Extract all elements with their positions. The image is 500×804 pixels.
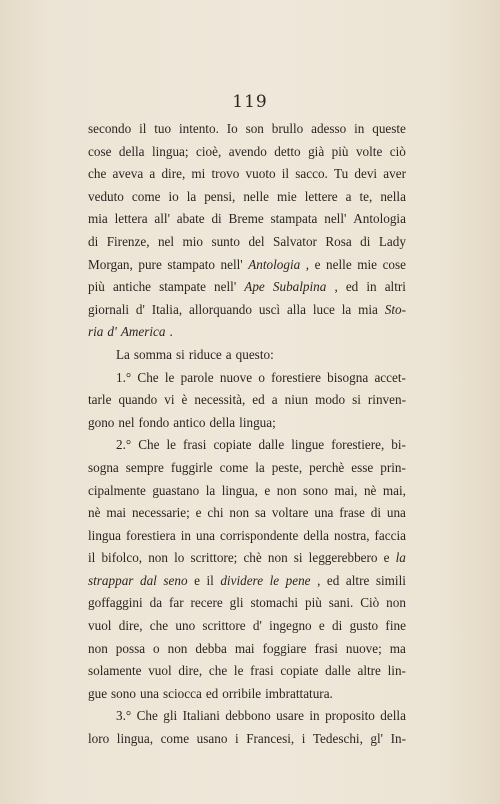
text-line: che aveva a dire, mi trovo vuoto il sacco. Tu devi aver xyxy=(88,166,406,182)
text-line: cose della lingua; cioè, avendo detto già più volte ciò xyxy=(88,143,406,159)
text-line: lingua forestiera in una corrispondente della nostra, faccia xyxy=(88,527,406,543)
text-line: più antiche stampate nell' Ape Subalpina , ed in altri xyxy=(88,279,406,295)
text-line: strappar dal seno e il dividere le pene , ed altre simili xyxy=(88,572,406,588)
text-line: secondo il tuo intento. Io son brullo adesso in queste xyxy=(88,121,406,136)
text-line: sogna sempre fuggirle come la peste, perchè esse prin- xyxy=(88,459,406,475)
text-line: loro lingua, come usano i Francesi, i Tedeschi, gl' In- xyxy=(88,731,406,747)
text-line: 1.° Che le parole nuove o forestiere bisogna accet- xyxy=(116,369,406,385)
text-line: giornali d' Italia, allorquando uscì alla luce la mia Sto- xyxy=(88,301,406,317)
text-line: 2.° Che le frasi copiate dalle lingue forestiere, bi- xyxy=(116,437,406,453)
text-line: tarle quando vi è necessità, ed a niun modo si rinven- xyxy=(88,392,406,408)
text-line: gono nel fondo antico della lingua; xyxy=(88,414,276,430)
text-line: 3.° Che gli Italiani debbono usare in proposito della xyxy=(116,708,406,724)
page-number: 119 xyxy=(232,92,268,112)
text-line: mia lettera all' abate di Breme stampata nell' Antologia xyxy=(88,211,406,227)
text-line: La somma si riduce a questo: xyxy=(116,346,274,362)
text-line: di Firenze, nel mio sunto del Salvator Rosa di Lady xyxy=(88,233,406,249)
text-line: nè mai necessarie; e chi non sa voltare una frase di una xyxy=(88,505,406,521)
text-line: cipalmente guastano la lingua, e non sono mai, nè mai, xyxy=(88,482,406,498)
text-line: Morgan, pure stampato nell' Antologia , e nelle mie cose xyxy=(88,256,406,272)
text-line: vuol dire, che uno scrittore d' ingegno e di gusto fine xyxy=(88,618,406,634)
text-line: il bifolco, non lo scrittore; chè non si leggerebbero e la xyxy=(88,550,406,566)
body-text xyxy=(88,118,406,751)
text-line: non possa o non debba mai foggiare frasi nuove; ma xyxy=(88,640,406,656)
text-line: goffaggini da far recere gli stomachi più sani. Ciò non xyxy=(88,595,406,611)
text-line: veduto come io la pensi, nelle mie lettere a te, nella xyxy=(88,188,406,204)
text-line: gue sono una sciocca ed orribile imbrattatura. xyxy=(88,685,333,701)
text-line: ria d' America . xyxy=(88,324,173,340)
text-line: solamente vuol dire, che le frasi copiate dalle altre lin- xyxy=(88,663,406,679)
